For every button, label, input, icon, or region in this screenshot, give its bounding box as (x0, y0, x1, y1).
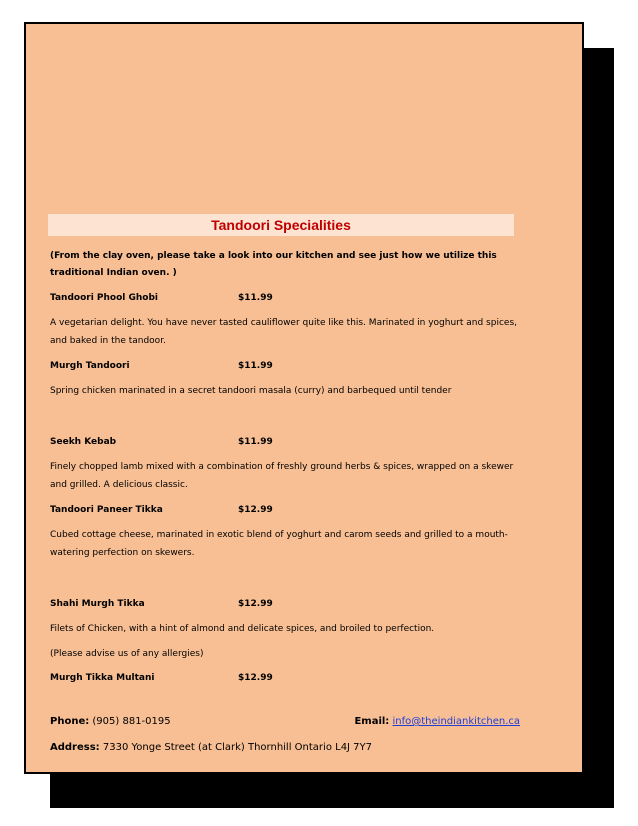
menu-item (50, 596, 520, 612)
phone-label: Phone: (50, 716, 90, 727)
item-price: $11.99 (238, 437, 273, 447)
item-price: $11.99 (238, 361, 273, 371)
email-block (354, 716, 520, 727)
item-name: Seekh Kebab (50, 437, 117, 447)
item-name: Tandoori Paneer Tikka (50, 505, 163, 515)
intro-text: (From the clay oven, please take a look into our kitchen and see just how we utilize this traditional Indian oven. ) (50, 251, 497, 278)
menu-item (50, 290, 520, 306)
item-name: Tandoori Phool Ghobi (50, 293, 159, 303)
menu-content (50, 248, 520, 694)
item-price: $12.99 (238, 599, 273, 609)
menu-item (50, 358, 520, 374)
menu-item (50, 434, 520, 450)
section-title: Tandoori Specialities (48, 214, 514, 236)
item-description: Finely chopped lamb mixed with a combination of freshly ground herbs & spices, wrapped on a skewer and grilled. A delicious classic. (50, 462, 514, 490)
item-name: Shahi Murgh Tikka (50, 599, 145, 609)
contact-line (50, 716, 520, 727)
item-description: Cubed cottage cheese, marinated in exotic blend of yoghurt and carom seeds and grilled to a mouth-watering perfection on skewers. (50, 530, 508, 558)
email-label: Email: (354, 716, 390, 727)
item-description: A vegetarian delight. You have never tasted cauliflower quite like this. Marinated in yoghurt and spices, and baked in the tandoor. (50, 318, 517, 346)
address-text: 7330 Yonge Street (at Clark) Thornhill Ontario L4J 7Y7 (102, 742, 373, 753)
menu-item (50, 670, 520, 686)
item-price: $12.99 (238, 673, 273, 683)
phone-block (50, 716, 171, 727)
phone-number: (905) 881-0195 (92, 716, 171, 727)
address-label: Address: (50, 742, 100, 753)
address-line (50, 742, 520, 753)
email-link[interactable]: info@theindiankitchen.ca (392, 716, 520, 727)
menu-item (50, 502, 520, 518)
item-description: Filets of Chicken, with a hint of almond and delicate spices, and broiled to perfection. (50, 624, 435, 634)
item-description: Spring chicken marinated in a secret tandoori masala (curry) and barbequed until tender (50, 386, 452, 396)
spacer (50, 562, 520, 588)
item-name: Murgh Tandoori (50, 361, 130, 371)
item-price: $11.99 (238, 293, 273, 303)
item-price: $12.99 (238, 505, 273, 515)
allergy-note: (Please advise us of any allergies) (50, 649, 204, 659)
item-name: Murgh Tikka Multani (50, 673, 155, 683)
spacer (50, 400, 520, 426)
